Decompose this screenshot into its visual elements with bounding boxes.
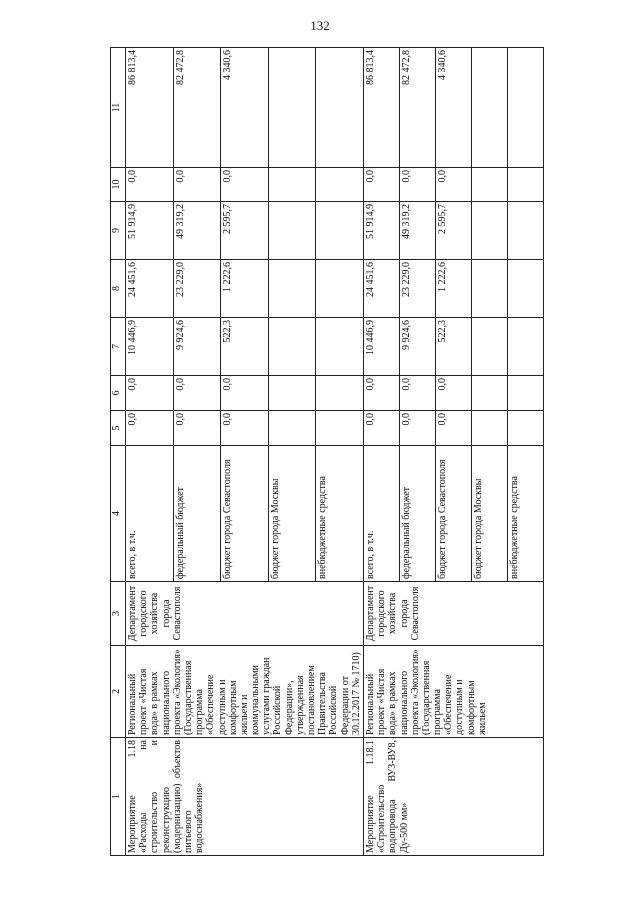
- value-cell: [268, 168, 316, 202]
- value-cell: 0,0: [435, 168, 471, 202]
- value-cell: [268, 260, 316, 318]
- rotated-table-container: [110, 48, 616, 856]
- value-cell: 51 914,9: [363, 202, 399, 260]
- value-cell: 0,0: [221, 168, 269, 202]
- value-cell: 0,0: [363, 411, 399, 446]
- value-cell: [507, 411, 543, 446]
- col-header: 9: [111, 202, 126, 260]
- value-cell: 1 222,6: [221, 260, 269, 318]
- funding-source: бюджет города Москвы: [471, 446, 507, 582]
- value-cell: [471, 168, 507, 202]
- value-cell: [471, 376, 507, 411]
- value-cell: 82 472,8: [173, 48, 221, 168]
- measure-name: Мероприятие 1.18 «Расходы на строительство и реконструкцию (модернизацию) объектов питьевого водоснабжения»: [126, 738, 364, 856]
- project-description: Региональный проект «Чистая вода» в рамках национального проекта «Экология» (Государственная программа «Обеспечение доступным и комфортным жильем и коммунальными услугами граждан Российской Федерации», утвержденная постановлением Правительства Российской Федерации от 30.12.2017 № 1710): [126, 646, 364, 738]
- value-cell: 522,3: [221, 318, 269, 376]
- value-cell: 0,0: [399, 376, 435, 411]
- value-cell: 0,0: [173, 411, 221, 446]
- executor: Департамент городского хозяйства города Севастополя: [126, 582, 364, 646]
- value-cell: 522,3: [435, 318, 471, 376]
- value-cell: 23 229,0: [399, 260, 435, 318]
- value-cell: 24 451,6: [126, 260, 174, 318]
- value-cell: [316, 318, 364, 376]
- funding-source: бюджет города Москвы: [268, 446, 316, 582]
- value-cell: 82 472,8: [399, 48, 435, 168]
- measure-name: Мероприятие 1.18.1 «Строительство водопровода ВУЗ-ВУ8, Ду-500 мм»: [363, 738, 543, 856]
- value-cell: [507, 260, 543, 318]
- value-cell: 9 924,6: [399, 318, 435, 376]
- value-cell: 0,0: [435, 411, 471, 446]
- value-cell: [471, 318, 507, 376]
- col-header: 3: [111, 582, 126, 646]
- col-header: 1: [111, 738, 126, 856]
- funding-source: бюджет города Севастополя: [221, 446, 269, 582]
- col-header: 4: [111, 446, 126, 582]
- value-cell: 10 446,9: [126, 318, 174, 376]
- column-number-row: [111, 48, 126, 856]
- value-cell: 49 319,2: [173, 202, 221, 260]
- value-cell: 0,0: [173, 376, 221, 411]
- value-cell: 0,0: [126, 376, 174, 411]
- value-cell: 2 595,7: [221, 202, 269, 260]
- value-cell: 0,0: [126, 411, 174, 446]
- value-cell: 9 924,6: [173, 318, 221, 376]
- value-cell: [316, 48, 364, 168]
- value-cell: 0,0: [399, 168, 435, 202]
- col-header: 7: [111, 318, 126, 376]
- value-cell: 24 451,6: [363, 260, 399, 318]
- value-cell: 4 340,6: [221, 48, 269, 168]
- value-cell: [471, 411, 507, 446]
- col-header: 11: [111, 48, 126, 168]
- value-cell: 0,0: [363, 376, 399, 411]
- funding-table: [110, 47, 544, 856]
- value-cell: [507, 168, 543, 202]
- col-header: 5: [111, 411, 126, 446]
- value-cell: [268, 202, 316, 260]
- page-number: 132: [310, 18, 330, 33]
- value-cell: 0,0: [221, 376, 269, 411]
- value-cell: 0,0: [173, 168, 221, 202]
- value-cell: [507, 318, 543, 376]
- funding-source: внебюджетные средства: [507, 446, 543, 582]
- funding-source: внебюджетные средства: [316, 446, 364, 582]
- value-cell: 10 446,9: [363, 318, 399, 376]
- funding-source: бюджет города Севастополя: [435, 446, 471, 582]
- value-cell: [507, 202, 543, 260]
- funding-source: всего, в т.ч.: [363, 446, 399, 582]
- value-cell: 0,0: [399, 411, 435, 446]
- value-cell: 1 222,6: [435, 260, 471, 318]
- value-cell: 23 229,0: [173, 260, 221, 318]
- value-cell: [316, 376, 364, 411]
- value-cell: 49 319,2: [399, 202, 435, 260]
- funding-source: всего, в т.ч.: [126, 446, 174, 582]
- value-cell: [316, 260, 364, 318]
- value-cell: [316, 202, 364, 260]
- table-row: [126, 48, 174, 856]
- funding-source: федеральный бюджет: [173, 446, 221, 582]
- value-cell: [268, 376, 316, 411]
- value-cell: [507, 376, 543, 411]
- value-cell: [471, 202, 507, 260]
- value-cell: [471, 48, 507, 168]
- value-cell: [268, 48, 316, 168]
- value-cell: 0,0: [126, 168, 174, 202]
- col-header: 8: [111, 260, 126, 318]
- table-row: [363, 48, 399, 856]
- project-description: Региональный проект «Чистая вода» в рамках национального проекта «Экология» (Государственная программа «Обеспечение доступным и комфортным жильем: [363, 646, 543, 738]
- value-cell: [268, 318, 316, 376]
- value-cell: 4 340,6: [435, 48, 471, 168]
- funding-source: федеральный бюджет: [399, 446, 435, 582]
- value-cell: 2 595,7: [435, 202, 471, 260]
- value-cell: 86 813,4: [126, 48, 174, 168]
- value-cell: 0,0: [435, 376, 471, 411]
- value-cell: 51 914,9: [126, 202, 174, 260]
- col-header: 2: [111, 646, 126, 738]
- value-cell: 86 813,4: [363, 48, 399, 168]
- value-cell: [507, 48, 543, 168]
- value-cell: 0,0: [221, 411, 269, 446]
- value-cell: 0,0: [363, 168, 399, 202]
- value-cell: [268, 411, 316, 446]
- executor: Департамент городского хозяйства города Севастополя: [363, 582, 543, 646]
- col-header: 10: [111, 168, 126, 202]
- value-cell: [316, 411, 364, 446]
- value-cell: [316, 168, 364, 202]
- value-cell: [471, 260, 507, 318]
- col-header: 6: [111, 376, 126, 411]
